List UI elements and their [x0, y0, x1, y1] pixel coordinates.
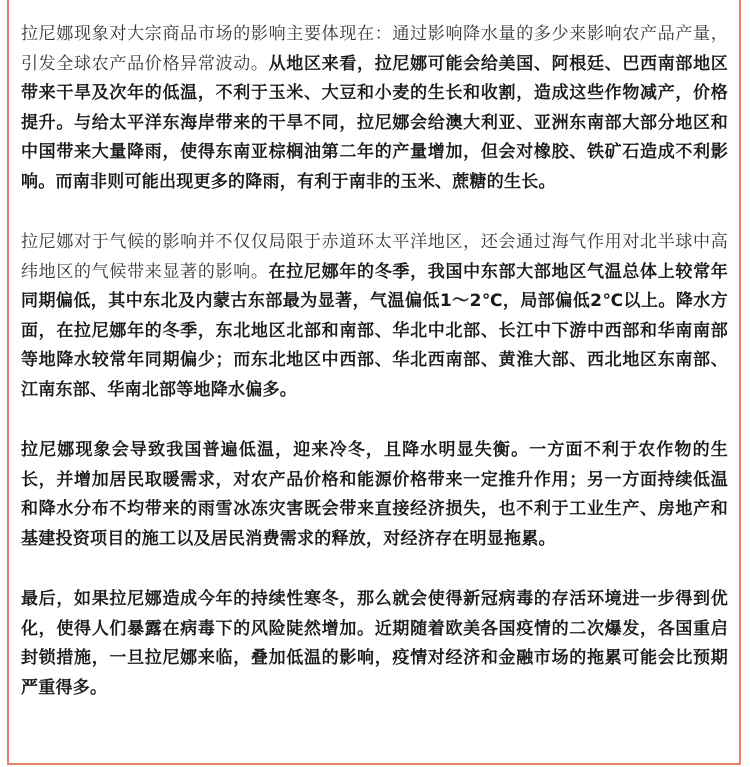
- paragraph-3: 拉尼娜现象会导致我国普遍低温，迎来冷冬，且降水明显失衡。一方面不利于农作物的生长，并增加居民取暖需求，对农产品价格和能源价格带来一定推升作用；另一方面持续低温和降水分布不均带来的雨雪冰冻灾害既会带来直接经济损失，也不利于工业生产、房地产和基建投资项目的施工以及居民消费需求的释放，对经济存在明显拖累。: [21, 440, 728, 549]
- paragraph-2-bold: 在拉尼娜年的冬季，我国中东部大部地区气温总体上较常年同期偏低，其中东北及内蒙古东部最为显著，气温偏低1～2℃，局部偏低2℃以上。降水方面，在拉尼娜年的冬季，东北地区北部和南部、华北中北部、长江中下游中西部和华南南部等地降水较常年同期偏少；而东北地区中西部、华北西南部、黄淮大部、西北地区东南部、江南东部、华南北部等地降水偏多。: [21, 261, 729, 400]
- paragraph-2-plain: 拉尼娜对于气候的影响并不仅仅局限于赤道环太平洋地区，还会通过海气作用对北半球中高纬地区的气候带来显著的影响。: [21, 232, 728, 282]
- paragraph-1: [21, 20, 728, 197]
- paragraph-2: [21, 228, 728, 405]
- paragraph-1-bold: 从地区来看，拉尼娜可能会给美国、阿根廷、巴西南部地区带来干旱及次年的低温，不利于玉米、大豆和小麦的生长和收割，造成这些作物减产，价格提升。与给太平洋东海岸带来的干旱不同，拉尼娜会给澳大利亚、亚洲东南部大部分地区和中国带来大量降雨，使得东南亚棕榈油第二年的产量增加，但会对橡胶、铁矿石造成不利影响。而南非则可能出现更多的降雨，有利于南非的玉米、蔗糖的生长。: [21, 53, 729, 192]
- paragraph-1-plain: 拉尼娜现象对大宗商品市场的影响主要体现在：通过影响降水量的多少来影响农产品产量，引发全球农产品价格异常波动。: [21, 24, 728, 74]
- article-frame: [7, 0, 741, 765]
- paragraph-4: 最后，如果拉尼娜造成今年的持续性寒冬，那么就会使得新冠病毒的存活环境进一步得到优化，使得人们暴露在病毒下的风险陡然增加。近期随着欧美各国疫情的二次爆发，各国重启封锁措施，一旦拉尼娜来临，叠加低温的影响，疫情对经济和金融市场的拖累可能会比预期严重得多。: [21, 589, 728, 698]
